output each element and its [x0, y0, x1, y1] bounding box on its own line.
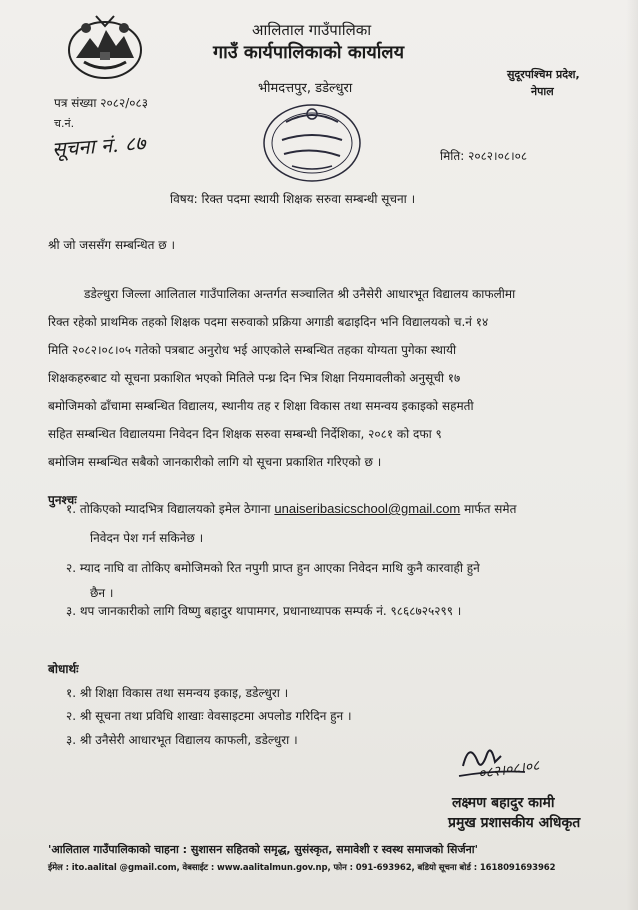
postscript-item-1-text: १. तोकिएको म्यादभित्र विद्यालयको इमेल ठेगाना [66, 502, 271, 516]
copy-to-item: ३. श्री उनैसेरी आधारभूत विद्यालय काफली, डडेल्धुरा । [66, 733, 298, 747]
header-municipality: आलिताल गाउँपालिका [252, 21, 372, 39]
paper-edge-shadow [626, 0, 638, 910]
body-line: बमोजिम सम्बन्धित सबैको जानकारीको लागि यो सूचना प्रकाशित गरिएको छ । [48, 455, 382, 469]
body-paragraph [48, 280, 610, 476]
copy-to-heading: बोधार्थः [48, 662, 79, 676]
school-email-link[interactable]: unaiseribasicschool@gmail.com [274, 501, 461, 516]
letter-date: मिति: २०८२।०८।०८ [440, 149, 528, 163]
body-line: बमोजिमको ढाँचामा सम्बन्धित विद्यालय, स्थानीय तह र शिक्षा विकास तथा समन्वय इकाइको सहमती [48, 399, 474, 413]
postscript-item-1-continued: निवेदन पेश गर्न सकिनेछ । [90, 531, 204, 545]
letter-subject: विषय: रिक्त पदमा स्थायी शिक्षक सरुवा सम्बन्धी सूचना । [170, 192, 416, 206]
postscript-item-2-continued: छैन । [90, 586, 114, 600]
header-office: गाउँ कार्यपालिकाको कार्यालय [213, 42, 405, 63]
copy-to-item: २. श्री सूचना तथा प्रविधि शाखाः वेवसाइटमा अपलोड गरिदिन हुन । [66, 709, 352, 723]
header-province: सुदूरपश्चिम प्रदेश, [507, 68, 580, 81]
body-line: सहित सम्बन्धित विद्यालयमा निवेदन दिन शिक्षक सरुवा सम्बन्धी निर्देशिका, २०८१ को दफा ९ [48, 427, 442, 441]
footer-contact: ईमेल : ito.aalital @gmail.com, वेबसाईट : www.aalitalmun.gov.np, फोन : 091-693962, बडियो सूचना बोर्ड : 1618091693962 [48, 863, 556, 873]
reference-number: पत्र संख्या २०८२/०८३ [54, 96, 148, 110]
body-line: डडेल्धुरा जिल्ला आलिताल गाउँपालिका अन्तर्गत सञ्चालित श्री उनैसेरी आधारभूत विद्यालय काफलीमा [84, 287, 516, 301]
body-line: शिक्षकहरुबाट यो सूचना प्रकाशित भएको मितिले पन्ध्र दिन भित्र शिक्षा नियमावलीको अनुसूची १७ [48, 371, 461, 385]
header-country: नेपाल [531, 85, 554, 98]
copy-to-item: १. श्री शिक्षा विकास तथा समन्वय इकाइ, डडेल्धुरा । [66, 686, 289, 700]
footer-motto: 'आलिताल गाउँपालिकाको चाहना : सुशासन सहितको समृद्ध, सुसंस्कृत, समावेशी र स्वस्थ समाजको सिर्जना' [48, 843, 478, 856]
header-address: भीमदत्तपुर, डडेल्धुरा [258, 81, 353, 96]
signature-date: ०८२।०८।०८ [477, 757, 541, 783]
postscript-item-1-suffix: मार्फत समेत [464, 502, 517, 516]
salutation: श्री जो जससँग सम्बन्धित छ । [48, 238, 176, 252]
signatory-title: प्रमुख प्रशासकीय अधिकृत [448, 815, 581, 831]
body-line: रिक्त रहेको प्राथमिक तहको शिक्षक पदमा सरुवाको प्रक्रिया अगाडी बढाइदिन भनि विद्यालयको च.नं १४ [48, 315, 489, 329]
postscript-heading: पुनश्चः [48, 493, 77, 507]
dispatch-label: च.नं. [54, 117, 75, 130]
postscript-item-3: ३. थप जानकारीको लागि विष्णु बहादुर थापामगर, प्रधानाध्यापक सम्पर्क नं. ९८६८७२५२९९ । [66, 604, 462, 618]
nepal-emblem-icon [66, 12, 144, 80]
body-line: मिति २०८२।०८।०५ गतेको पत्रबाट अनुरोध भई आएकोले सम्बन्धित तहका योग्यता पुगेका स्थायी [48, 343, 457, 357]
office-seal-icon [258, 100, 366, 186]
signatory-name: लक्ष्मण बहादुर कामी [452, 795, 555, 811]
handwritten-notice-number: सूचना नं. ८७ [51, 130, 147, 162]
postscript-item-2: २. म्याद नाघि वा तोकिए बमोजिमको रित नपुगी प्राप्त हुन आएका निवेदन माथि कुनै कारवाही हुने [66, 561, 480, 575]
postscript-item-1 [66, 500, 516, 517]
